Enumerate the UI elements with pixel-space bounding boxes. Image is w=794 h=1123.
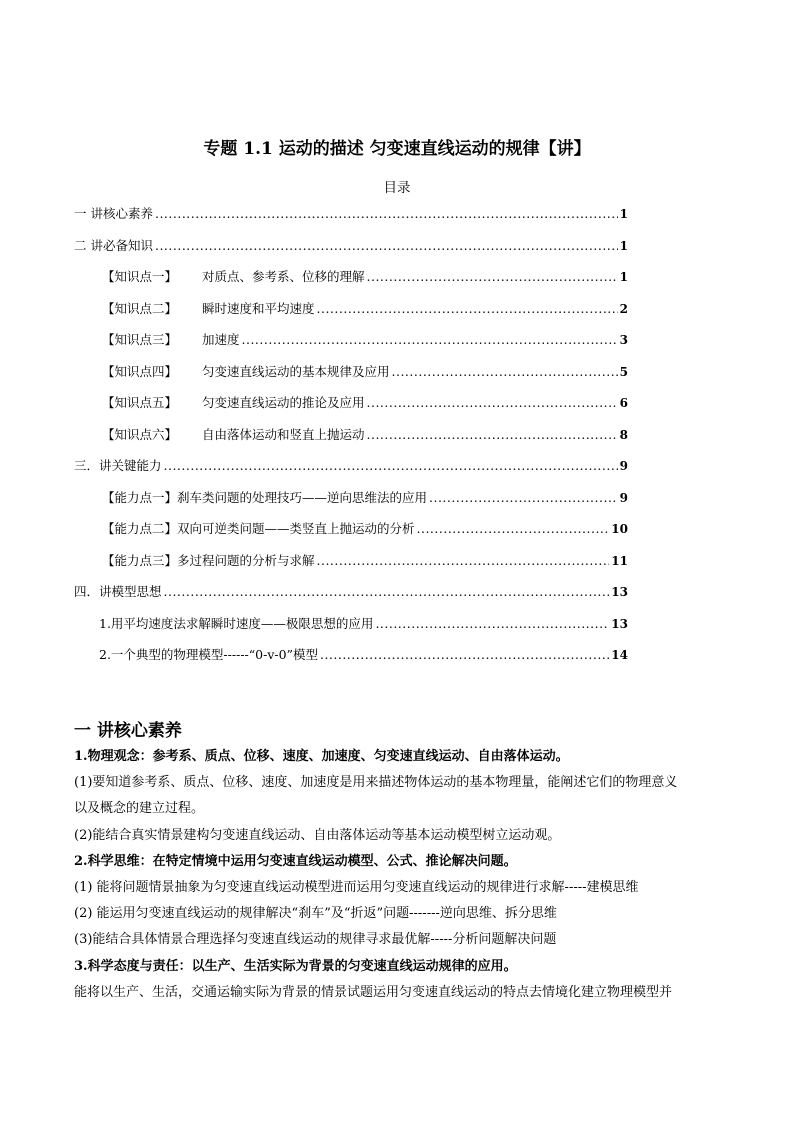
toc-page-number: 9 xyxy=(619,459,628,473)
toc-entry[interactable] xyxy=(74,456,628,488)
paragraph: (2)能结合真实情景建构匀变速直线运动、自由落体运动等基本运动模型树立运动观。 xyxy=(74,827,561,843)
paragraph: (3)能结合具体情景合理选择匀变速直线运动的规律寻求最优解-----分析问题解决问题 xyxy=(74,932,557,948)
toc-leader xyxy=(242,332,618,347)
toc-page-number: 5 xyxy=(619,364,628,379)
toc-entry[interactable] xyxy=(74,393,628,425)
toc-entry-text: 【能力点三】多过程问题的分析与求解 xyxy=(102,552,315,568)
toc-entry-text: 1.用平均速度法求解瞬时速度——极限思想的应用 xyxy=(99,615,374,631)
toc-leader xyxy=(367,395,618,410)
toc-leader xyxy=(164,458,618,473)
toc-entry[interactable] xyxy=(74,362,628,394)
section-heading: 一 讲核心素养 xyxy=(74,721,182,741)
toc-entry-text: 加速度 xyxy=(202,332,240,347)
toc-entry-tag: 【知识点五】 xyxy=(102,395,178,410)
paragraph: 能将以生产、生活，交通运输实际为背景的情景试题运用匀变速直线运动的特点去情境化建立物理模型并 xyxy=(74,984,673,1000)
toc-page-number: 10 xyxy=(611,522,628,536)
paragraph: (1) 能将问题情景抽象为匀变速直线运动模型进而运用匀变速直线运动的规律进行求解-----建模思维 xyxy=(74,880,639,896)
toc-leader xyxy=(155,206,618,221)
paragraph: 以及概念的建立过程。 xyxy=(74,801,205,817)
toc-leader xyxy=(317,301,618,316)
paragraph: (1)要知道参考系、质点、位移、速度、加速度是用来描述物体运动的基本物理量，能阐述它们的物理意义 xyxy=(74,775,678,791)
section-body xyxy=(74,744,724,1006)
toc-page-number: 11 xyxy=(611,553,628,568)
toc-entry-text: 一 讲核心素养 xyxy=(74,206,153,221)
toc-entry-tag: 【知识点一】 xyxy=(102,269,178,284)
toc-page-number: 1 xyxy=(619,207,628,221)
toc-leader xyxy=(367,269,618,284)
toc-leader xyxy=(317,553,610,568)
toc-page-number: 3 xyxy=(619,333,628,347)
toc-page-number: 2 xyxy=(619,301,628,316)
toc-entry[interactable] xyxy=(74,330,628,362)
table-of-contents xyxy=(74,204,628,677)
toc-entry-text: 2.一个典型的物理模型------“0-v-0”模型 xyxy=(99,647,318,662)
toc-leader xyxy=(155,238,618,253)
toc-page-number: 1 xyxy=(619,238,628,253)
toc-entry[interactable] xyxy=(74,488,628,520)
paragraph: 3.科学态度与责任：以生产、生活实际为背景的匀变速直线运动规律的应用。 xyxy=(74,958,517,974)
toc-entry[interactable] xyxy=(74,236,628,268)
toc-entry[interactable] xyxy=(74,614,628,646)
toc-entry[interactable] xyxy=(74,299,628,331)
toc-entry-text: 【能力点二】双向可逆类问题——类竖直上抛运动的分析 xyxy=(102,521,415,536)
paragraph: (2) 能运用匀变速直线运动的规律解决“刹车”及“折返”问题-------逆向思维、拆分思维 xyxy=(74,906,557,922)
toc-entry-text: 【能力点一】刹车类问题的处理技巧——逆向思维法的应用 xyxy=(102,489,428,505)
toc-entry[interactable] xyxy=(74,267,628,299)
toc-leader xyxy=(164,584,610,599)
toc-page-number: 6 xyxy=(619,396,628,410)
toc-entry[interactable] xyxy=(74,519,628,551)
toc-entry-text: 对质点、参考系、位移的理解 xyxy=(202,269,365,284)
toc-entry[interactable] xyxy=(74,582,628,614)
toc-entry-tag: 【知识点四】 xyxy=(102,363,178,379)
toc-entry-text: 二 讲必备知识 xyxy=(74,237,153,253)
toc-leader xyxy=(375,616,609,631)
toc-heading: 目录 xyxy=(383,180,411,196)
toc-page-number: 1 xyxy=(619,270,628,284)
toc-page-number: 13 xyxy=(611,616,628,631)
paragraph: 2.科学思维：在特定情境中运用匀变速直线运动模型、公式、推论解决问题。 xyxy=(74,853,517,869)
toc-entry-text: 自由落体运动和竖直上抛运动 xyxy=(202,426,365,442)
document-title: 专题 1.1 运动的描述 匀变速直线运动的规律【讲】 xyxy=(203,139,591,159)
toc-leader xyxy=(429,490,618,505)
toc-leader xyxy=(392,364,618,379)
toc-page-number: 13 xyxy=(611,585,628,599)
toc-entry[interactable] xyxy=(74,645,628,677)
toc-leader xyxy=(367,427,618,442)
toc-leader xyxy=(320,647,609,662)
toc-entry-tag: 【知识点二】 xyxy=(102,300,178,316)
toc-entry-text: 匀变速直线运动的基本规律及应用 xyxy=(202,363,390,379)
toc-entry-text: 瞬时速度和平均速度 xyxy=(202,300,315,316)
toc-entry-tag: 【知识点三】 xyxy=(102,332,178,347)
toc-page-number: 8 xyxy=(619,427,628,442)
paragraph: 1.物理观念：参考系、质点、位移、速度、加速度、匀变速直线运动、自由落体运动。 xyxy=(74,749,569,764)
toc-entry[interactable] xyxy=(74,204,628,236)
toc-page-number: 9 xyxy=(619,490,628,505)
toc-leader xyxy=(417,521,610,536)
toc-entry-tag: 【知识点六】 xyxy=(102,426,178,442)
toc-entry[interactable] xyxy=(74,425,628,457)
toc-entry-text: 三．讲关键能力 xyxy=(74,458,162,473)
toc-page-number: 14 xyxy=(611,648,628,662)
toc-entry-text: 四．讲模型思想 xyxy=(74,584,162,599)
toc-entry-text: 匀变速直线运动的推论及应用 xyxy=(202,395,365,410)
toc-entry[interactable] xyxy=(74,551,628,583)
